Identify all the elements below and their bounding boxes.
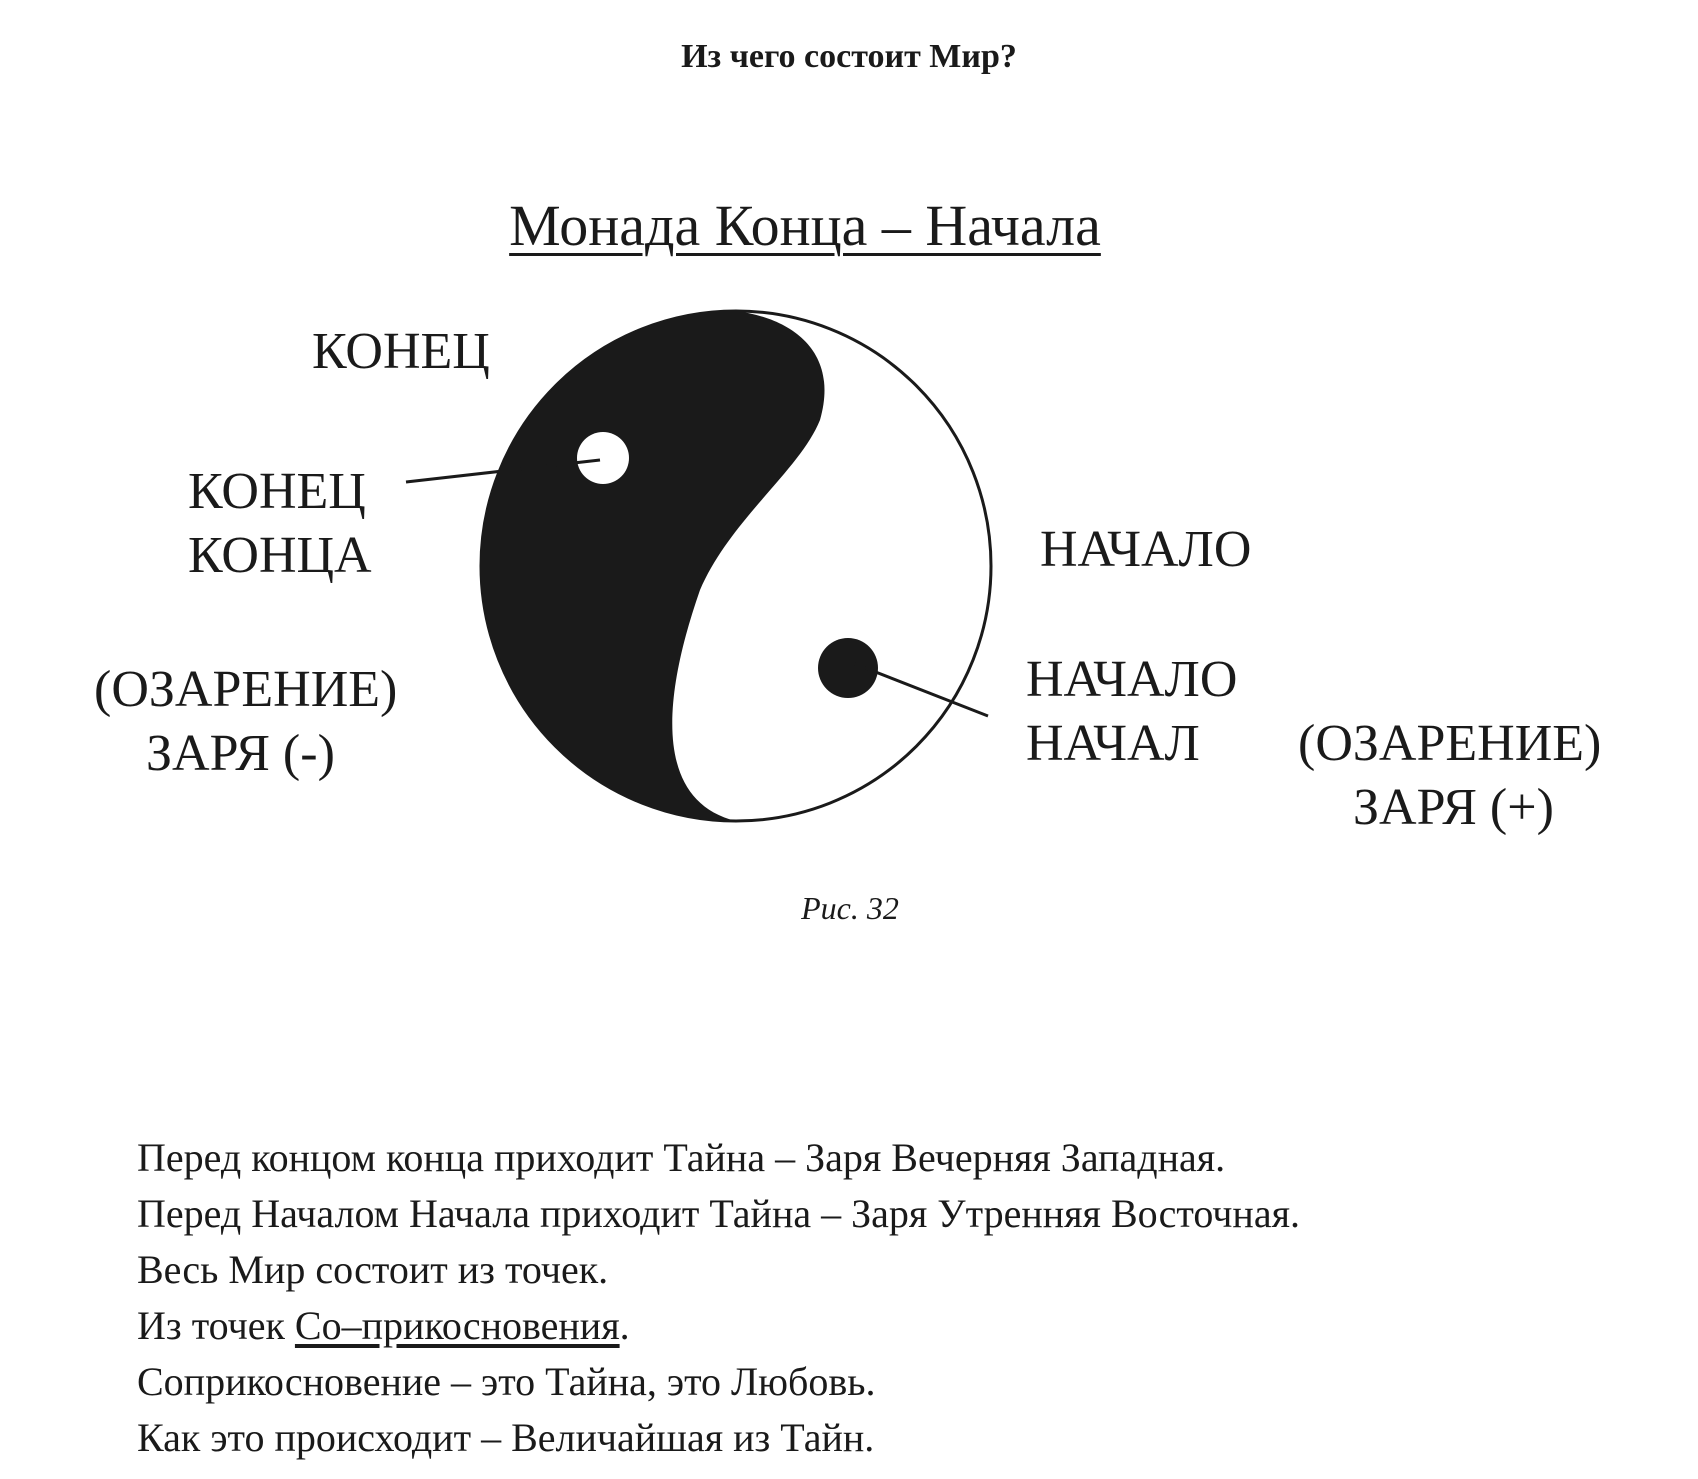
konets-kontsa-dot: [577, 432, 629, 484]
label-ozarenie-right: [1298, 712, 1601, 840]
label-nachalo: НАЧАЛО: [1040, 521, 1252, 578]
figure-caption: Рис. 32: [801, 890, 899, 926]
body-line-3: Весь Мир состоит из точек.: [137, 1247, 609, 1292]
body-line-5: Соприкосновение – это Тайна, это Любовь.: [137, 1359, 876, 1404]
page-header: Из чего состоит Мир?: [681, 38, 1017, 75]
label-nachalo-nachal: [1026, 648, 1237, 776]
body-line-4-post: .: [619, 1303, 630, 1348]
label-konets-kontsa-line2: КОНЦА: [188, 527, 372, 584]
label-ozarenie-left-line2: ЗАРЯ (-): [146, 725, 335, 782]
label-ozarenie-left: [94, 658, 397, 786]
figure-title: Монада Конца – Начала: [509, 193, 1101, 258]
label-konets-kontsa-line1: КОНЕЦ: [188, 463, 366, 520]
body-line-1: Перед концом конца приходит Тайна – Заря Вечерняя Западная.: [137, 1135, 1226, 1180]
label-nachalo-nachal-line2: НАЧАЛ: [1026, 715, 1200, 772]
label-ozarenie-left-line1: (ОЗАРЕНИЕ): [94, 661, 398, 718]
label-ozarenie-right-line2: ЗАРЯ (+): [1353, 779, 1554, 836]
label-nachalo-nachal-line1: НАЧАЛО: [1026, 651, 1238, 708]
label-ozarenie-right-line1: (ОЗАРЕНИЕ): [1298, 715, 1602, 772]
label-konets-kontsa: [188, 460, 372, 588]
body-line-6: Как это происходит – Величайшая из Тайн.: [137, 1415, 875, 1460]
body-line-4-pre: Из точек: [137, 1303, 295, 1348]
body-line-4: [137, 1298, 1300, 1354]
body-line-4-underlined: Со–прикосновения: [294, 1303, 620, 1348]
body-line-2: Перед Началом Начала приходит Тайна – Заря Утренняя Восточная.: [137, 1191, 1300, 1236]
body-text: [137, 1130, 1300, 1466]
label-konets: КОНЕЦ: [312, 323, 490, 380]
